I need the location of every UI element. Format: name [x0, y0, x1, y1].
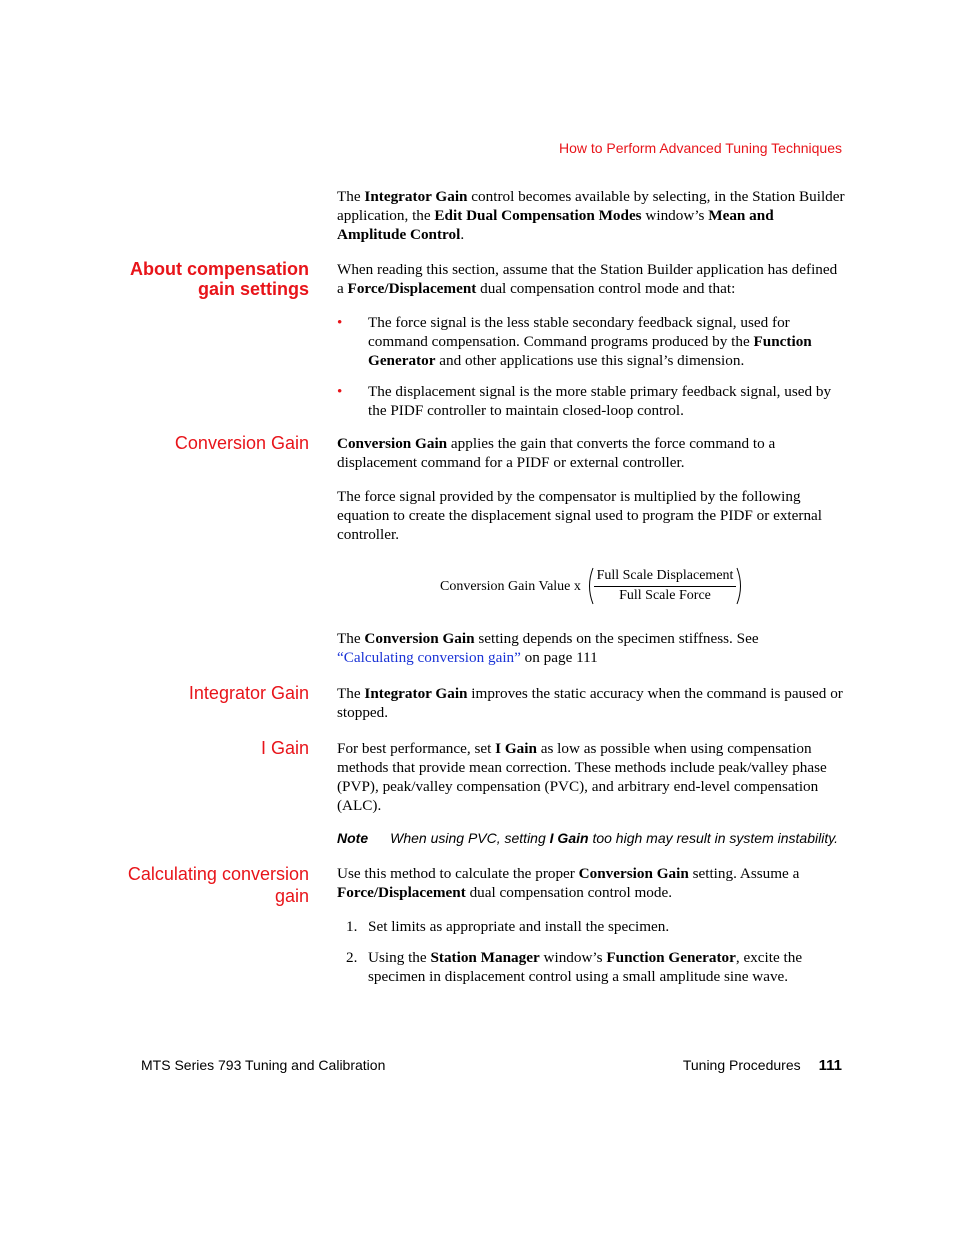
i-gain-paragraph: For best performance, set I Gain as low as possible when using compensation methods that provide mean correction. These methods include peak/valley phase (PVP), peak/valley compensation (PVC), and arbitrary end-level compensation (ALC).: [337, 740, 827, 814]
calculating-conversion-gain-link[interactable]: “Calculating conversion gain”: [337, 649, 521, 666]
step-1: 1. Set limits as appropriate and install the specimen.: [346, 918, 670, 935]
fraction-bar: [594, 586, 736, 587]
footer-title: MTS Series 793 Tuning and Calibration: [141, 1057, 386, 1073]
conversion-equation: [440, 566, 740, 606]
conversion-paragraph-1: Conversion Gain applies the gain that converts the force command to a displacement command for a PIDF or external controller.: [337, 435, 776, 471]
step-2: 2. Using the Station Manager window’s Function Generator, excite the specimen in displacement control using a small amplitude sine wave.: [346, 949, 803, 985]
conversion-paragraph-2: The force signal provided by the compensator is multiplied by the following equation to create the displacement signal used to program the PIDF or external controller.: [337, 488, 823, 543]
note: Note When using PVC, setting I Gain too high may result in system instability.: [337, 830, 839, 846]
page-number: 111: [818, 1057, 842, 1074]
bullet-item-force: • The force signal is the less stable secondary feedback signal, used for command compensation. Command programs produced by the Function Generator and other applications use this signal’s dimension.: [337, 314, 812, 369]
bullet-item-displacement: • The displacement signal is the more stable primary feedback signal, used by the PIDF controller to maintain closed-loop control.: [337, 383, 832, 419]
footer-section: Tuning Procedures: [682, 1057, 801, 1073]
equation-lhs: Conversion Gain Value x: [440, 579, 581, 594]
calculating-paragraph: Use this method to calculate the proper Conversion Gain setting. Assume a Force/Displacement dual compensation control mode.: [337, 865, 800, 901]
bullet-marker: •: [337, 383, 343, 400]
conversion-gain-heading: Conversion Gain: [174, 433, 309, 453]
i-gain-heading: I Gain: [260, 738, 309, 758]
equation-denominator: Full Scale Force: [619, 588, 711, 603]
running-header: How to Perform Advanced Tuning Techniques: [558, 140, 842, 156]
intro-paragraph: The Integrator Gain control becomes available by selecting, in the Station Builder application, the Edit Dual Compensation Modes window’s Mean and Amplitude Control.: [337, 188, 845, 243]
step-number: 2.: [346, 949, 358, 966]
left-paren-icon: [586, 566, 594, 606]
integrator-paragraph: The Integrator Gain improves the static accuracy when the command is paused or stopped.: [337, 685, 843, 721]
right-paren-icon: [736, 566, 744, 606]
equation-fraction: [590, 566, 740, 606]
integrator-gain-heading: Integrator Gain: [188, 683, 309, 703]
about-paragraph: When reading this section, assume that the Station Builder application has defined a Force/Displacement dual compensation control mode and that:: [337, 261, 838, 297]
bullet-marker: •: [337, 314, 343, 331]
about-compensation-heading: About compensation gain settings: [130, 259, 309, 299]
step-number: 1.: [346, 918, 358, 935]
equation-numerator: Full Scale Displacement: [596, 568, 734, 583]
conversion-paragraph-3: The Conversion Gain setting depends on the specimen stiffness. See “Calculating conversion gain” on page 111: [337, 630, 759, 666]
note-label: Note: [337, 830, 369, 846]
calculating-conversion-gain-heading: Calculating conversion gain: [127, 864, 309, 906]
footer-right: [683, 1057, 842, 1074]
